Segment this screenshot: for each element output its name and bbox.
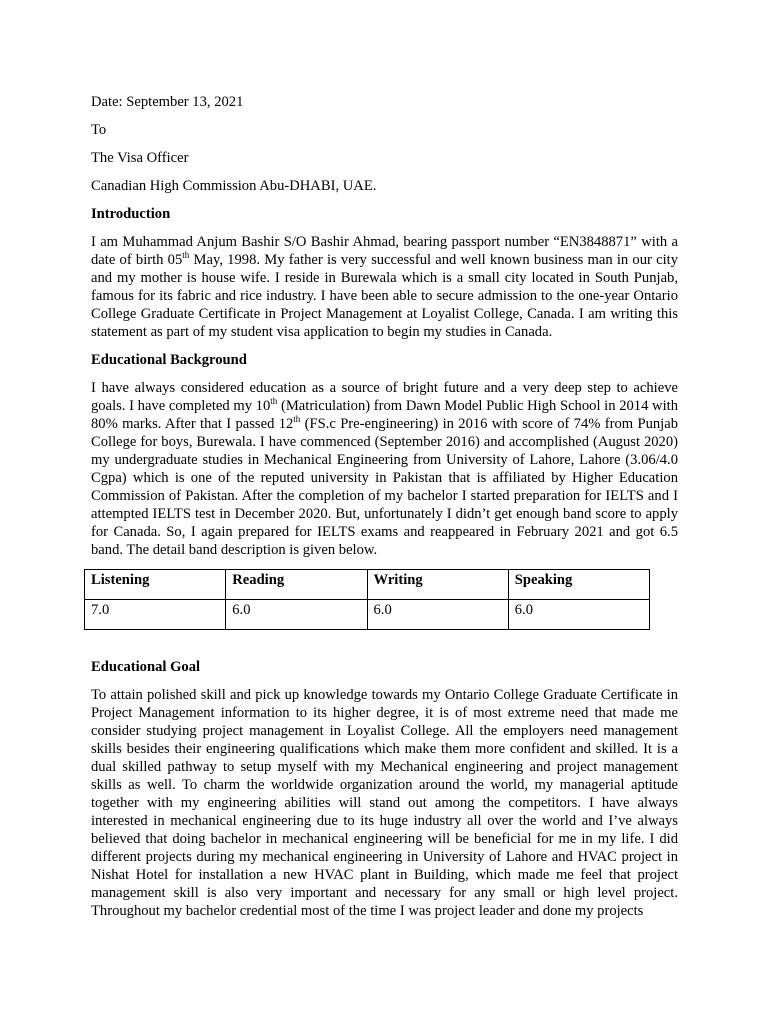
ielts-header-listening: Listening: [85, 570, 226, 600]
ielts-header-speaking: Speaking: [508, 570, 649, 600]
introduction-ordinal-sup: th: [182, 250, 190, 260]
introduction-text-part2: May, 1998. My father is very successful and well known business man in our city and my mother is house wife. I reside in Burewala which is a small city located in South Punjab, famous for its fabric and rice industry. I have been able to secure admission to the one-year Ontario College Graduate Certificate in Project Management at Loyalist College, Canada. I am writing this statement as part of my student visa application to begin my studies in Canada.: [91, 252, 678, 340]
letter-address: Canadian High Commission Abu-DHABI, UAE.: [91, 178, 377, 194]
education-text-part2: (Matriculation) from Dawn Model Public High School in 2014 with 80% marks. After that I passed 12: [91, 398, 678, 432]
education-text-part3: (FS.c Pre-engineering) in 2016 with score of 74% from Punjab College for boys, Burewala. I have commenced (September 2016) and accomplished (August 2020) my undergraduate studies in Mechanical Engineering from University of Lahore, Lahore (3.06/4.0 Cgpa) which is one of the reputed university in Pakistan that is affiliated by Higher Education Commission of Pakistan. After the completion of my bachelor I started preparation for IELTS and I attempted IELTS test in December 2020. But, unfortunately I didn’t get enough band score to apply for Canada. So, I again prepared for IELTS exams and reappeared in February 2021 and got 6.5 band. The detail band description is given below.: [91, 416, 678, 558]
table-spacer: [91, 630, 678, 658]
education-paragraph: [91, 379, 678, 559]
introduction-text-part1: I am Muhammad Anjum Bashir S/O Bashir Ahmad, bearing passport number “EN3848871” with a date of birth 05: [91, 234, 678, 268]
goal-paragraph: To attain polished skill and pick up knowledge towards my Ontario College Graduate Certificate in Project Management information to its higher degree, it is of most extreme need that made me consider studying project management in Loyalist College. All the employers need management skills besides their engineering qualifications which make them more confident and skilled. It is a dual skilled pathway to setup myself with my Mechanical engineering and project management skills as well. To charm the worldwide organization around the world, my managerial aptitude together with my engineering abilities will stand out among the competitors. I have always interested in mechanical engineering due to its huge industry all over the world and I’ve always believed that doing bachelor in mechanical engineering will be beneficial for me in my life. I did different projects during my mechanical engineering in University of Lahore and HVAC project in Nishat Hotel for installation a new HVAC plant in Building, which made me feel that project management skill is also very important and necessary for any small or high level project. Throughout my bachelor credential most of the time I was project leader and done my projects: [91, 687, 678, 919]
education-ordinal-sup-1: th: [270, 396, 278, 406]
ielts-score-speaking: 6.0: [508, 600, 649, 630]
letter-recipient: The Visa Officer: [91, 150, 189, 166]
ielts-score-writing: 6.0: [367, 600, 508, 630]
letter-to: To: [91, 122, 107, 138]
ielts-header-writing: Writing: [367, 570, 508, 600]
ielts-band-table: [84, 569, 650, 630]
education-ordinal-sup-2: th: [293, 414, 301, 424]
ielts-score-row: [85, 600, 650, 630]
letter-date: Date: September 13, 2021: [91, 94, 244, 110]
education-heading: Educational Background: [91, 352, 247, 368]
introduction-paragraph: [91, 233, 678, 341]
introduction-heading: Introduction: [91, 206, 171, 222]
ielts-score-reading: 6.0: [226, 600, 367, 630]
goal-heading: Educational Goal: [91, 659, 201, 675]
ielts-score-listening: 7.0: [85, 600, 226, 630]
ielts-header-row: [85, 570, 650, 600]
education-text-part1: I have always considered education as a source of bright future and a very deep step to achieve goals. I have completed my 10: [91, 380, 678, 414]
ielts-header-reading: Reading: [226, 570, 367, 600]
